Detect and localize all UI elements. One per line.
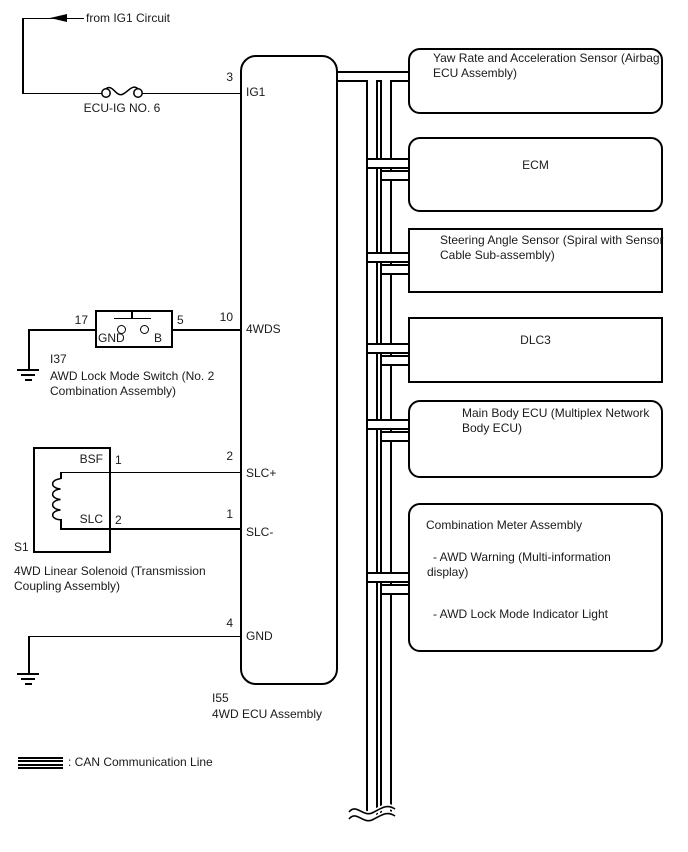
bus-continuation-squiggle-icon bbox=[344, 798, 400, 832]
switch-contact-right bbox=[140, 325, 149, 334]
can-line-legend-icon bbox=[18, 764, 63, 769]
can-branch-mainbody-1 bbox=[368, 419, 410, 430]
solenoid-pin-1: 1 bbox=[115, 453, 122, 467]
can-trunk-left bbox=[366, 73, 378, 816]
switch-lever-stem bbox=[131, 311, 133, 319]
ground-icon bbox=[25, 379, 32, 381]
can-branch-mainbody-2 bbox=[382, 431, 410, 442]
can-branch-dlc3-1 bbox=[368, 343, 410, 354]
wire-ecu-gnd-vertical bbox=[28, 636, 30, 674]
can-node-mainbody-label: Main Body ECU (Multiplex Network Body ECU) bbox=[462, 406, 650, 435]
arrow-left-icon bbox=[50, 14, 67, 22]
ecu-pin-label-slcm: SLC- bbox=[246, 525, 274, 539]
switch-lever bbox=[114, 318, 151, 320]
can-branch-meter-1 bbox=[368, 572, 410, 583]
wire-slc-plus bbox=[60, 472, 240, 474]
switch-pin-17: 17 bbox=[74, 313, 88, 327]
coil-icon bbox=[48, 478, 62, 520]
can-trunk-right bbox=[380, 73, 392, 816]
solenoid-name: 4WD Linear Solenoid (Transmission Coupling Assembly) bbox=[14, 564, 206, 593]
switch-terminal-b: B bbox=[154, 331, 163, 345]
can-branch-steering-1 bbox=[368, 252, 410, 263]
can-node-steering-label: Steering Angle Sensor (Spiral with Sensor Cable Sub-assembly) bbox=[440, 233, 664, 262]
ig1-source-label: from IG1 Circuit bbox=[86, 11, 171, 25]
can-branch-meter-2 bbox=[382, 584, 410, 595]
can-junction-patch bbox=[368, 80, 376, 82]
wire-fuse-to-ecu bbox=[142, 93, 240, 95]
ground-icon bbox=[21, 374, 35, 376]
solenoid-pin-2: 2 bbox=[115, 513, 122, 527]
wire-ecu-gnd bbox=[28, 636, 240, 638]
ecu-pin-label-ig1: IG1 bbox=[246, 85, 266, 99]
meter-item-awd-warning: - AWD Warning (Multi-information display) bbox=[427, 550, 611, 579]
fuse-label: ECU-IG NO. 6 bbox=[83, 101, 161, 115]
can-node-dlc3-box bbox=[408, 317, 663, 383]
meter-item-lock-indicator: - AWD Lock Mode Indicator Light bbox=[433, 607, 608, 621]
meter-title: Combination Meter Assembly bbox=[426, 518, 583, 532]
ecu-pin-num-slcp: 2 bbox=[226, 449, 233, 463]
switch-name: AWD Lock Mode Switch (No. 2 Combination Assembly) bbox=[50, 369, 215, 398]
can-node-ecm-label: ECM bbox=[522, 158, 549, 172]
ecu-name: 4WD ECU Assembly bbox=[212, 707, 323, 721]
ecu-pin-num-ig1: 3 bbox=[226, 70, 233, 84]
legend-can-label: : CAN Communication Line bbox=[68, 755, 213, 769]
ecu-pin-label-slcp: SLC+ bbox=[246, 466, 277, 480]
can-branch-steering-2 bbox=[382, 264, 410, 275]
can-branch-dlc3-2 bbox=[382, 355, 410, 366]
wire-ig1-vertical bbox=[22, 18, 24, 94]
wire-slc-minus bbox=[60, 528, 240, 530]
ecu-pin-num-slcm: 1 bbox=[226, 507, 233, 521]
ecu-pin-num-gnd: 4 bbox=[226, 616, 233, 630]
switch-pin-5: 5 bbox=[177, 313, 184, 327]
switch-id: I37 bbox=[50, 352, 67, 366]
ecu-pin-label-awds: 4WDS bbox=[246, 322, 281, 336]
solenoid-terminal-bsf: BSF bbox=[79, 452, 103, 466]
ecu-id: I55 bbox=[212, 691, 229, 705]
wire-switch-ground bbox=[28, 329, 30, 369]
switch-terminal-gnd: GND bbox=[98, 331, 125, 345]
solenoid-terminal-slc: SLC bbox=[79, 512, 103, 526]
can-node-dlc3-label: DLC3 bbox=[520, 333, 551, 347]
can-branch-ecm-1 bbox=[368, 158, 410, 169]
ground-icon bbox=[17, 673, 39, 675]
wire-ig1-to-fuse bbox=[22, 93, 102, 95]
can-node-ecm-box bbox=[408, 137, 663, 212]
ground-icon bbox=[21, 678, 35, 680]
solenoid-id: S1 bbox=[14, 540, 29, 554]
ecu-pin-label-gnd: GND bbox=[246, 629, 273, 643]
ecu-box bbox=[240, 55, 338, 685]
can-junction-patch bbox=[382, 80, 390, 82]
can-node-yaw-label: Yaw Rate and Acceleration Sensor (Airbag ECU Assembly) bbox=[433, 51, 660, 80]
ecu-pin-num-awds: 10 bbox=[219, 310, 233, 324]
ground-icon bbox=[25, 683, 32, 685]
can-line-legend-icon bbox=[18, 757, 63, 762]
ground-icon bbox=[17, 369, 39, 371]
can-branch-ecm-2 bbox=[382, 170, 410, 181]
